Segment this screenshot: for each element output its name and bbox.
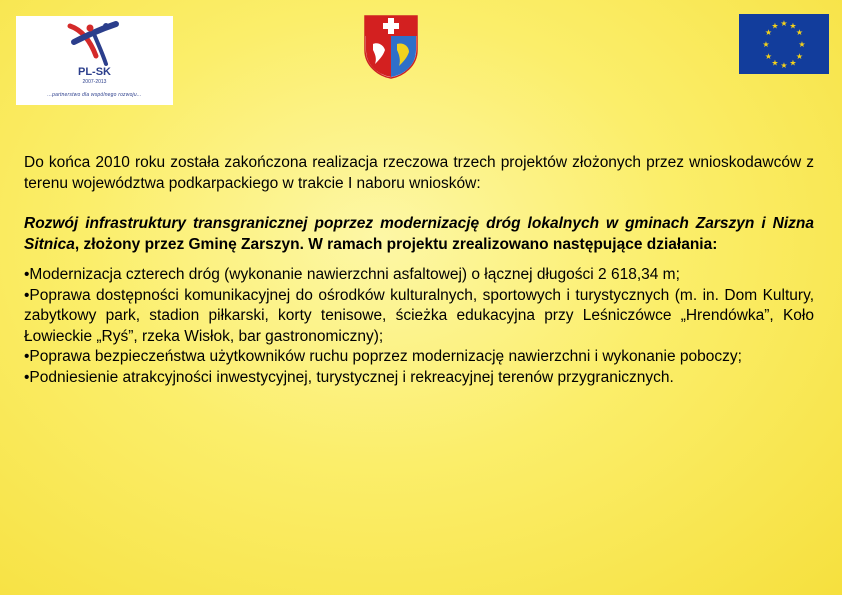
svg-text:★: ★ <box>789 21 797 31</box>
program-tagline: ...partnerstwo dla wspólnego rozwoju... <box>47 92 142 98</box>
bullet-item: •Poprawa dostępności komunikacyjnej do ośrodków kulturalnych, sportowych i turystycznych (m. in. Dom Kultury, zabytkowy park, stadion piłkarski, korty tenisowe, ścieżka edukacyjna przy Leśniczówce „Hrendówka”, Koło Łowieckie „Ryś”, rzeka Wisłok, bar gastronomiczny); <box>24 286 814 345</box>
program-name: PL-SK <box>78 66 111 78</box>
svg-text:★: ★ <box>771 58 779 68</box>
svg-text:★: ★ <box>789 58 797 68</box>
svg-text:★: ★ <box>780 19 788 28</box>
pl-sk-logo <box>16 16 173 105</box>
document-body <box>24 153 814 388</box>
svg-text:★: ★ <box>762 40 770 49</box>
pl-sk-program-logo <box>64 20 124 68</box>
eu-flag-icon <box>739 14 829 74</box>
project-paragraph <box>24 214 814 255</box>
svg-text:★: ★ <box>780 61 788 70</box>
svg-text:★: ★ <box>795 52 804 61</box>
bullet-item: •Podniesienie atrakcyjności inwestycyjnej, turystycznej i rekreacyjnej terenów przygranicznych. <box>24 368 674 386</box>
svg-text:★: ★ <box>764 52 773 61</box>
bullet-item: •Modernizacja czterech dróg (wykonanie nawierzchni asfaltowej) o łącznej długości 2 618,34 m; <box>24 266 680 283</box>
program-years: 2007-2013 <box>82 79 107 85</box>
project-description: , złożony przez Gminę Zarszyn. W ramach projektu zrealizowano następujące działania: <box>74 235 718 253</box>
svg-text:★: ★ <box>771 21 779 31</box>
svg-text:★: ★ <box>764 28 773 37</box>
bullet-item: •Poprawa bezpieczeństwa użytkowników ruchu poprzez modernizację nawierzchni i wykonanie poboczy; <box>24 348 742 365</box>
svg-text:★: ★ <box>795 28 804 37</box>
intro-paragraph: Do końca 2010 roku została zakończona realizacja rzeczowa trzech projektów złożonych przez wnioskodawców z terenu województwa podkarpackiego w trakcie I naboru wniosków: <box>24 154 814 192</box>
podkarpackie-coat-of-arms-icon <box>363 14 419 80</box>
project-title: Rozwój infrastruktury transgranicznej poprzez modernizację dróg lokalnych w gminach Zarszyn i Nizna Sitnica <box>24 215 814 253</box>
svg-text:★: ★ <box>798 40 806 49</box>
